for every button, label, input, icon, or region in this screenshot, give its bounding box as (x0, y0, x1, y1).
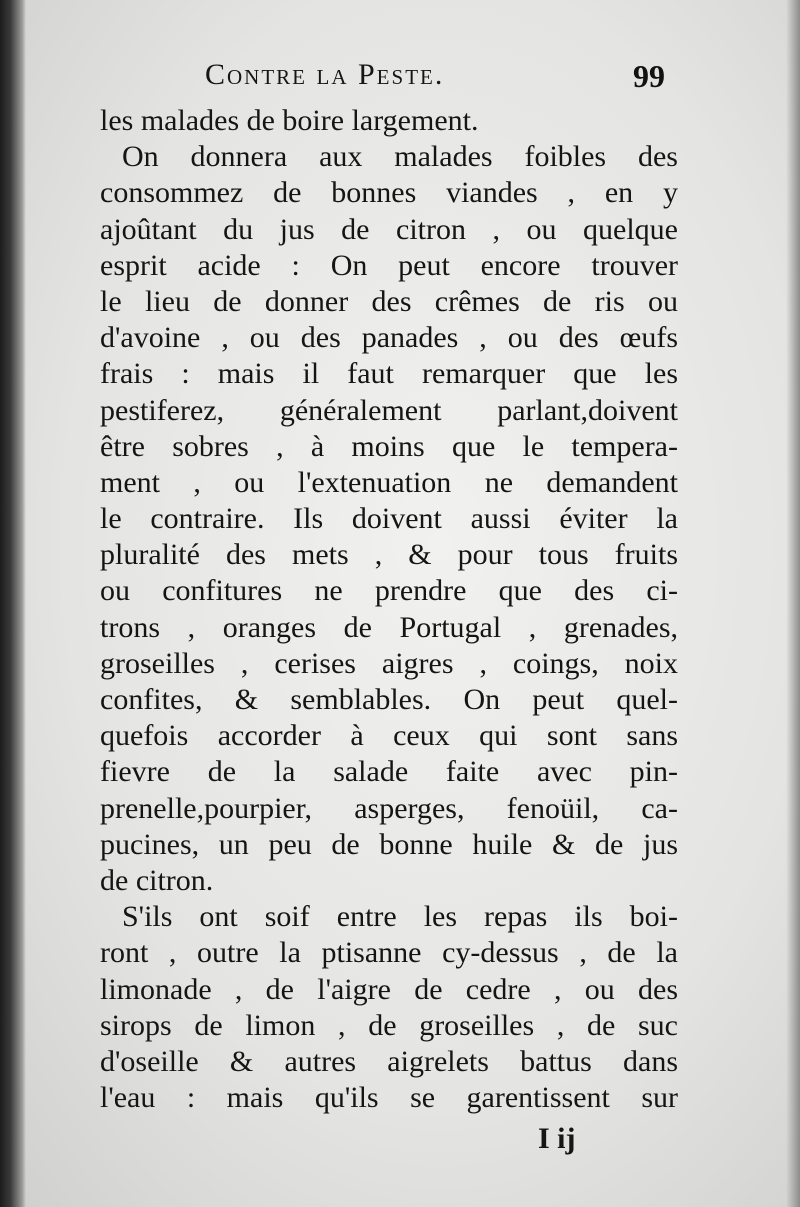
text-line: consommez de bonnes viandes , en y (100, 176, 678, 210)
text-line: limonade , de l'aigre de cedre , ou des (100, 972, 678, 1006)
text-line: pucines, un peu de bonne huile & de jus (100, 827, 678, 861)
text-line: ment , ou l'extenuation ne demandent (100, 465, 678, 499)
text-line: ajoûtant du jus de citron , ou quelque (100, 212, 678, 246)
text-line: On donnera aux malades foibles des (122, 140, 678, 174)
running-title: Contre la Peste. (205, 58, 445, 91)
text-line: le contraire. Ils doivent aussi éviter la (100, 502, 678, 536)
text-line: prenelle,pourpier, asperges, fenoüil, ca- (100, 791, 678, 825)
text-line: sirops de limon , de groseilles , de suc (100, 1008, 678, 1042)
text-line: ou confitures ne prendre que des ci- (100, 574, 678, 608)
text-line: les malades de boire largement. (100, 104, 479, 137)
text-line: ront , outre la ptisanne cy-dessus , de la (100, 936, 678, 970)
page-number: 99 (633, 58, 665, 94)
text-line: d'oseille & autres aigrelets battus dans (100, 1044, 678, 1078)
text-line: S'ils ont soif entre les repas ils boi- (122, 900, 678, 934)
text-line: d'avoine , ou des panades , ou des œufs (100, 321, 678, 355)
text-line: pestiferez, généralement parlant,doivent (100, 393, 678, 427)
text-line: pluralité des mets , & pour tous fruits (100, 538, 678, 572)
page-edge-shadow (786, 0, 800, 1207)
text-line: quefois accorder à ceux qui sont sans (100, 719, 678, 753)
text-line: être sobres , à moins que le tempera- (100, 429, 678, 463)
text-line: l'eau : mais qu'ils se garentissent sur (100, 1081, 678, 1115)
page-gutter-shadow (0, 0, 26, 1207)
text-line: groseilles , cerises aigres , coings, noix (100, 646, 678, 680)
page-header (205, 58, 665, 98)
text-line: esprit acide : On peut encore trouver (100, 248, 678, 282)
text-line: le lieu de donner des crêmes de ris ou (100, 284, 678, 318)
text-line: fievre de la salade faite avec pin- (100, 755, 678, 789)
signature-mark: I ij (538, 1122, 576, 1155)
text-line: de citron. (100, 863, 214, 897)
body-text (100, 103, 678, 1116)
text-line: confites, & semblables. On peut quel- (100, 683, 678, 716)
text-line: trons , oranges de Portugal , grenades, (100, 610, 678, 644)
text-line: frais : mais il faut remarquer que les (100, 357, 678, 391)
